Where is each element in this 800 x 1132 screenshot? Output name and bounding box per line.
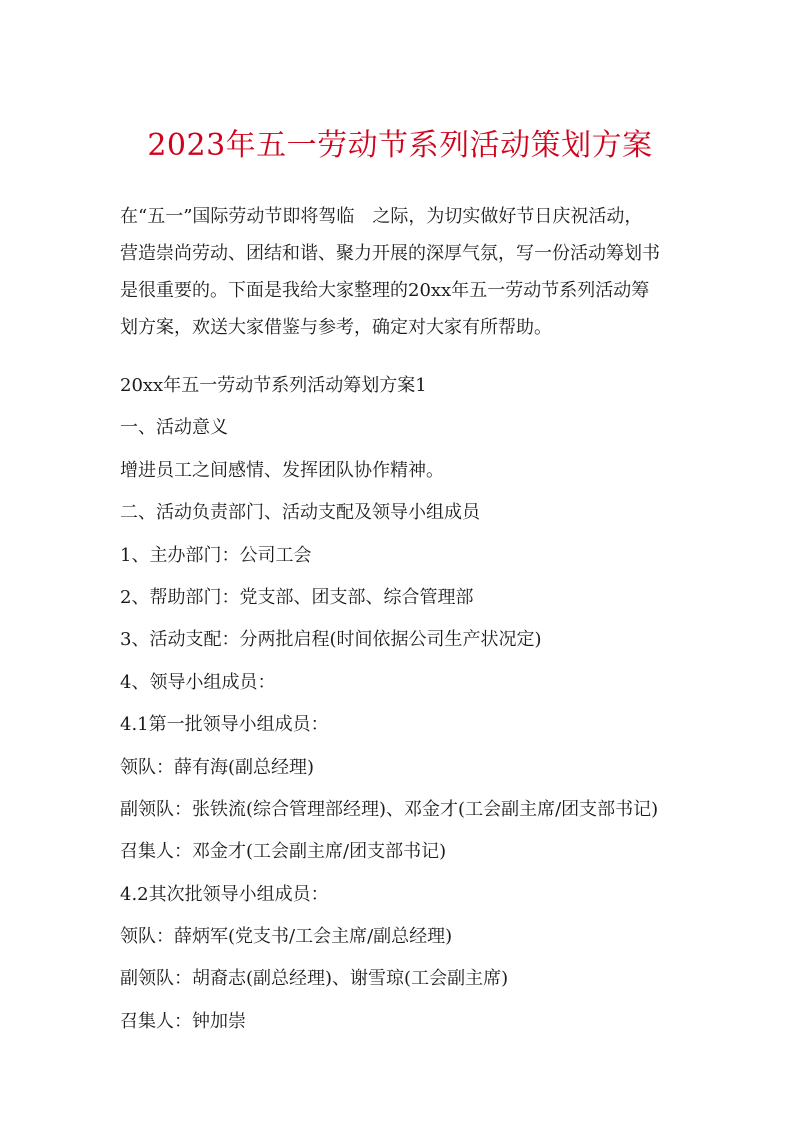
intro-line: 划方案，欢送大家借鉴与参考，确定对大家有所帮助。 (120, 317, 552, 338)
subsection-heading: 4.2其次批领导小组成员： (120, 883, 329, 905)
body-line: 副领队：张铁流(综合管理部经理)、邓金才(工会副主席/团支部书记) (120, 798, 659, 820)
section-heading: 一、活动意义 (120, 417, 228, 439)
document-body (120, 365, 720, 1043)
body-line: 领队：薛炳军(党支书/工会主席/副总经理) (120, 926, 453, 948)
body-line: 召集人：钟加崇 (120, 1010, 246, 1032)
section-heading: 二、活动负责部门、活动支配及领导小组成员 (120, 502, 480, 524)
subsection-heading: 4.1第一批领导小组成员： (120, 714, 329, 736)
document-title: 2023年五一劳动节系列活动策划方案 (147, 128, 653, 163)
intro-paragraph (120, 198, 690, 346)
body-line: 增进员工之间感情、发挥团队协作精神。 (120, 459, 444, 481)
body-line: 1、主办部门：公司工会 (120, 544, 312, 566)
section-heading: 20xx年五一劳动节系列活动筹划方案1 (120, 375, 427, 396)
body-line: 领队：薛有海(副总经理) (120, 756, 315, 778)
intro-line: 营造崇尚劳动、团结和谐、聚力开展的深厚气氛，写一份活动筹划书 (120, 243, 660, 264)
body-line: 2、帮助部门：党支部、团支部、综合管理部 (120, 586, 474, 608)
intro-line: 在“五一”国际劳动节即将驾临 之际，为切实做好节日庆祝活动， (120, 206, 643, 227)
body-line: 4、领导小组成员： (120, 671, 276, 693)
body-line: 副领队：胡裔志(副总经理)、谢雪琼(工会副主席) (120, 968, 509, 990)
body-line: 3、活动支配：分两批启程(时间依据公司生产状况定) (120, 629, 542, 651)
body-line: 召集人：邓金才(工会副主席/团支部书记) (120, 841, 447, 863)
intro-line: 是很重要的。下面是我给大家整理的20xx年五一劳动节系列活动筹 (120, 280, 650, 301)
